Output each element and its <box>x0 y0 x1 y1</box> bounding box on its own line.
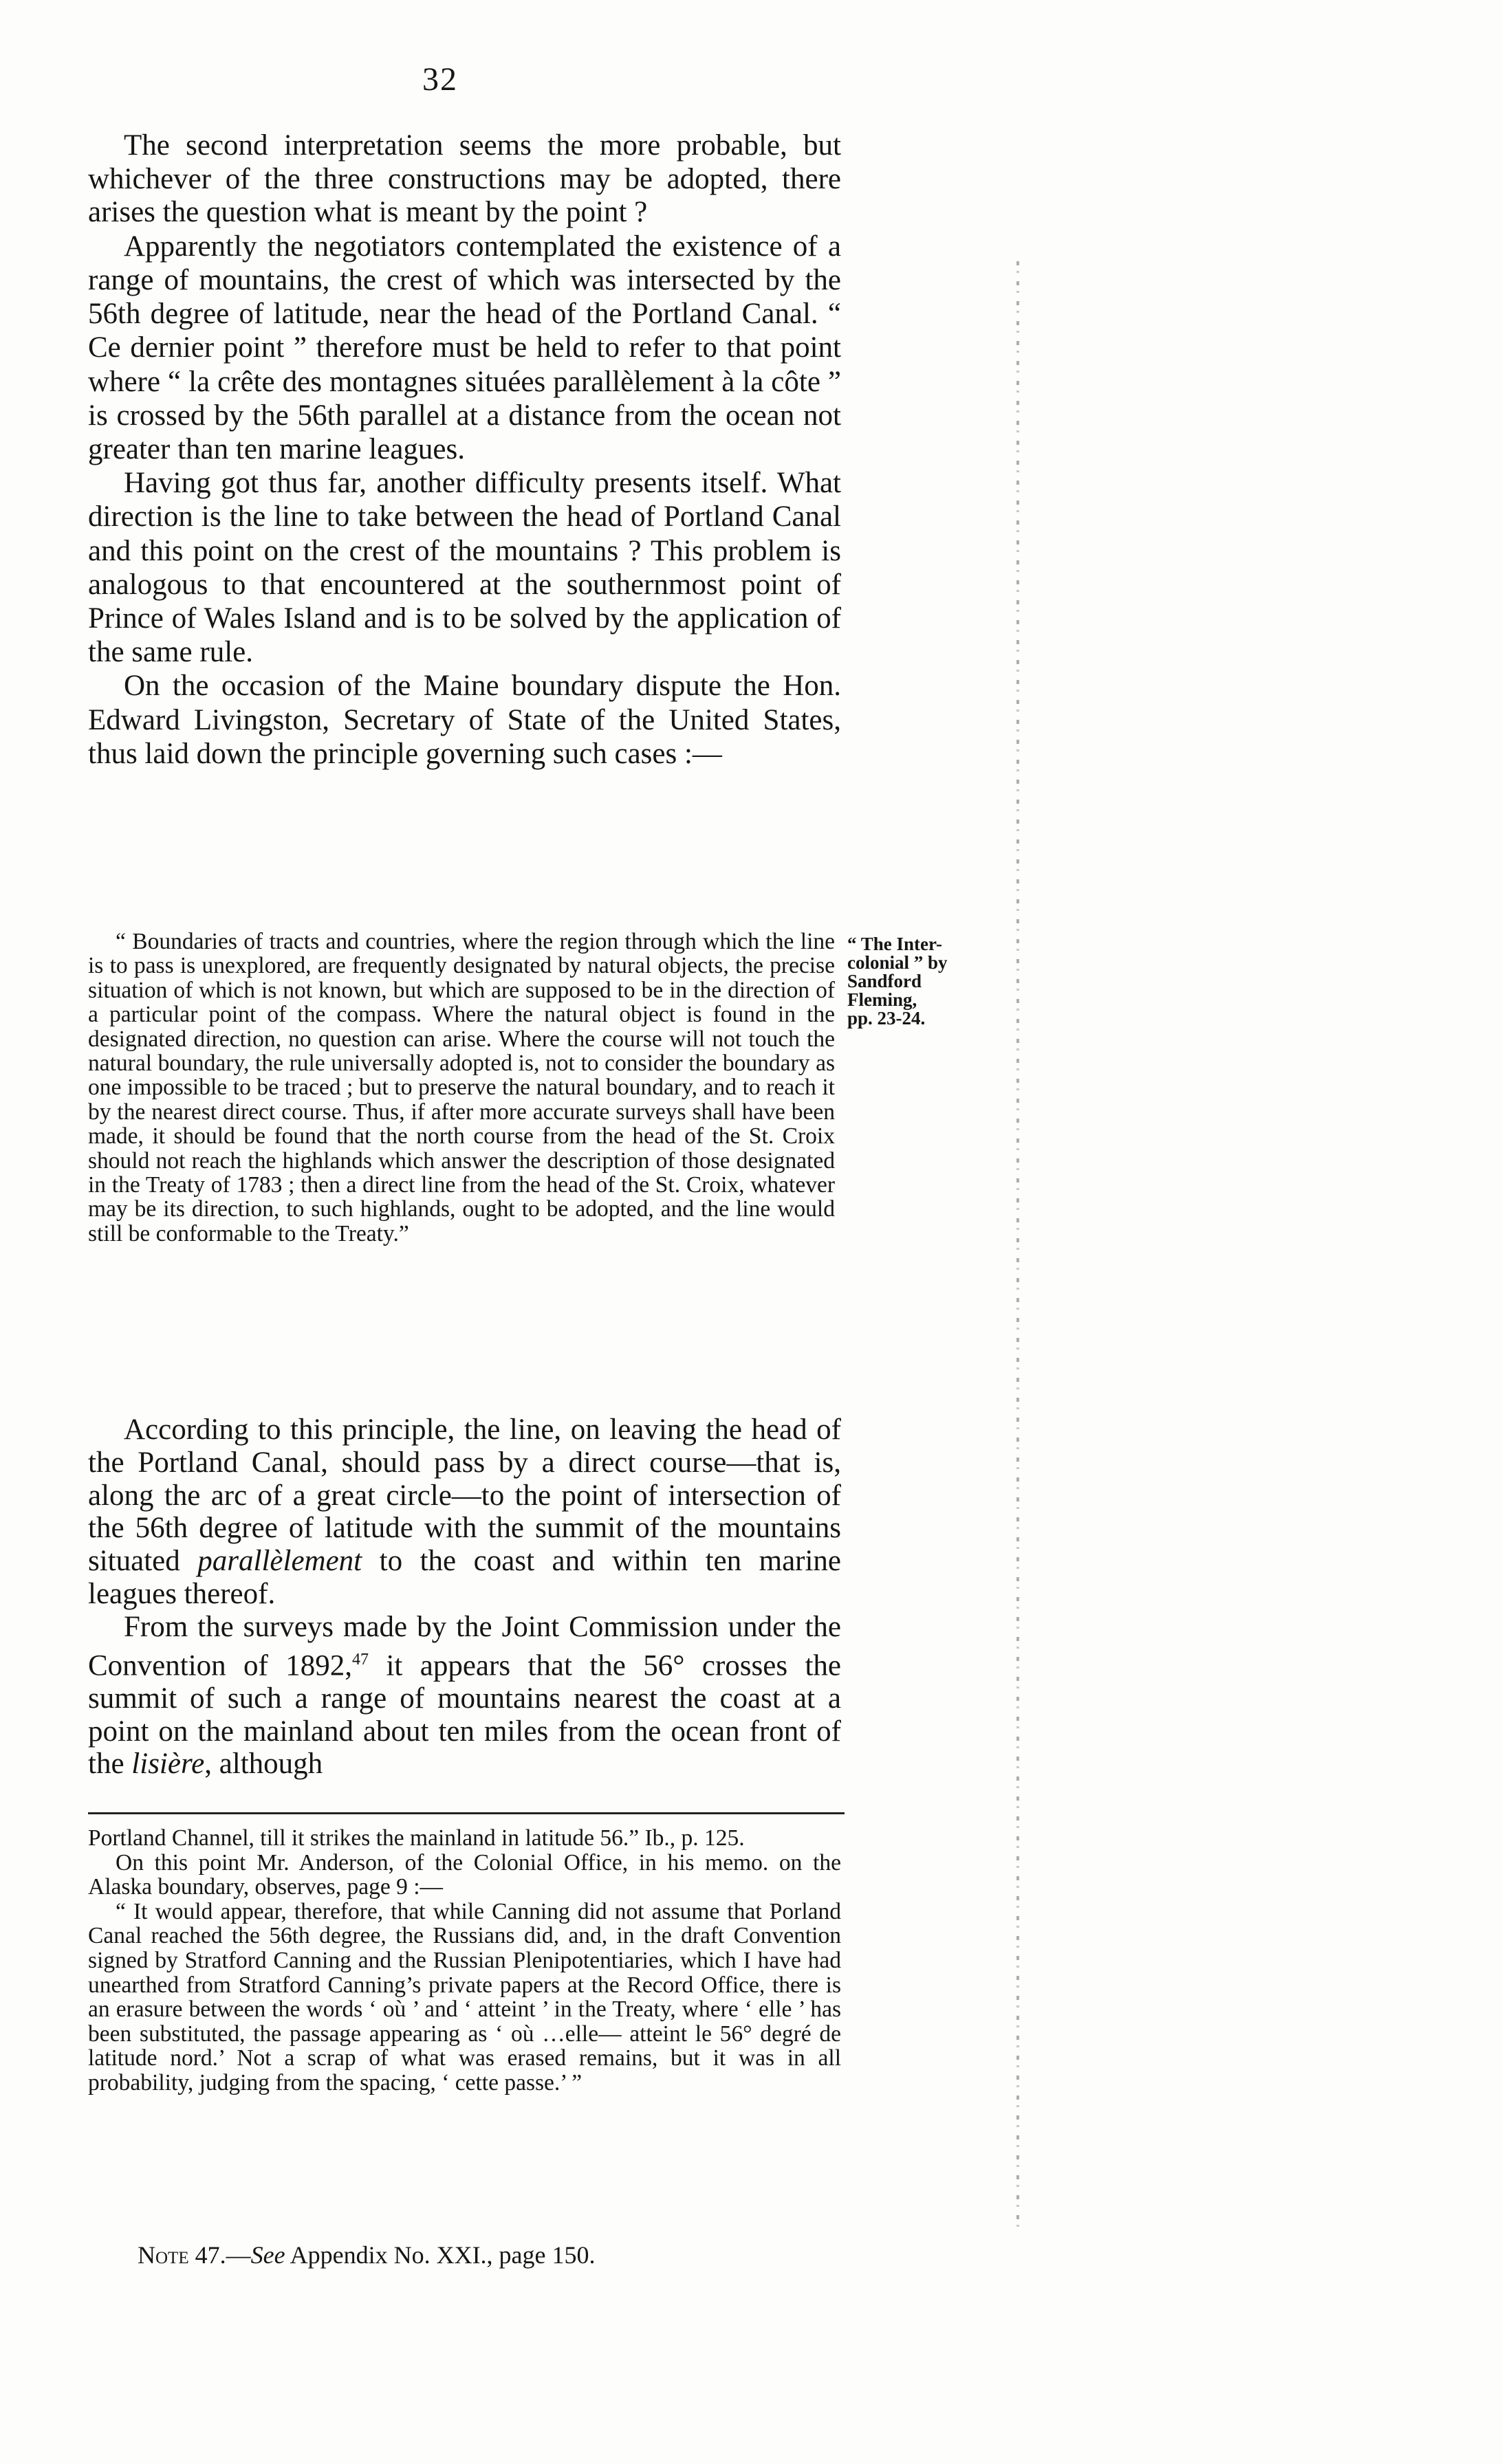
footnote-continuation: Portland Channel, till it strikes the mainland in latitude 56.” Ib., p. 125. <box>88 1825 745 1851</box>
footnote-ref-47: 47 <box>352 1650 369 1669</box>
margin-note-line: Fleming, <box>847 989 917 1010</box>
note-47-label: Note 47.— <box>138 2241 251 2269</box>
margin-note-line: Sandford <box>847 971 922 991</box>
margin-note-line: “ The Inter- <box>847 934 942 954</box>
main-text <box>88 129 841 771</box>
margin-note <box>847 935 985 1028</box>
paragraph-6 <box>88 1611 841 1781</box>
footnote-anderson: On this point Mr. Anderson, of the Colonial Office, in his memo. on the Alaska boundary, observes, page 9 :— <box>88 1849 841 1900</box>
block-quote-text: “ Boundaries of tracts and countries, where the region through which the line is to pass is unexplored, are frequently designated by natural objects, the precise situation of which is not known, but which are supposed to be in the direction of a particular point of the compass. Where the natural object is found in the designated direction, no question can arise. Where the course will not touch the natural boundary, the rule universally adopted is, not to consider the boundary as one impossible to be traced ; but to preserve the natural boundary, and to reach it by the nearest direct course. Thus, if after more accurate surveys shall have been made, it should be found that the north course from the head of the St. Croix should not reach the highlands which answer the description of those designated in the Treaty of 1783 ; then a direct line from the head of the St. Croix, whatever may be its direction, to such highlands, ought to be adopted, and the line would still be conformable to the Treaty.” <box>88 929 835 1246</box>
margin-note-line: pp. 23-24. <box>847 1008 926 1028</box>
paragraph-5 <box>88 1414 841 1611</box>
main-text-continued <box>88 1414 841 1781</box>
paragraph-6-emphasis: lisière <box>131 1748 205 1781</box>
binding-gutter-line <box>1016 261 1019 2228</box>
block-quote <box>88 930 835 1246</box>
paragraph-1-text: The second interpretation seems the more probable, but whichever of the three constructions may be adopted, there arises the question what is meant by the point ? <box>88 129 841 229</box>
paragraph-3: Having got thus far, another difficulty presents itself. What direction is the line to take between the head of Portland Canal and this point on the crest of the mountains ? This problem is analogous to that encountered at the southernmost point of Prince of Wales Island and is to be solved by the application of the same rule. <box>88 467 841 669</box>
paragraph-4: On the occasion of the Maine boundary dispute the Hon. Edward Livingston, Secretary of State of the United States, thus laid down the principle governing such cases :— <box>88 670 841 770</box>
footnotes <box>88 1826 841 2096</box>
margin-note-line: colonial ” by <box>847 952 948 973</box>
note-47-see: See <box>250 2241 285 2269</box>
paragraph-5-text: According to this principle, the line, on leaving the head of the Portland Canal, should pass by a direct course—that is, along the arc of a great circle—to the point of intersection of the 56th degree of latitude with the summit of the mountains situated <box>88 1414 841 1578</box>
note-47 <box>138 2241 757 2269</box>
paragraph-2: Apparently the negotiators contemplated the existence of a range of mountains, the crest of which was intersected by the 56th degree of latitude, near the head of the Portland Canal. “ Ce dernier point ” therefore must be held to refer to that point where “ la crête des montagnes situées parallèlement à la côte ” is crossed by the 56th parallel at a distance from the ocean not greater than ten marine leagues. <box>88 230 841 465</box>
paragraph-6-text-end: , although <box>204 1748 323 1781</box>
footnote-quote: “ It would appear, therefore, that while Canning did not assume that Porland Canal reached the 56th degree, the Russians did, and, in the draft Convention signed by Stratford Canning and the Russian Plenipotentiaries, which I have had unearthed from Stratford Canning’s private papers at the Record Office, there is an erasure between the words ‘ où ’ and ‘ atteint ’ in the Treaty, where ‘ elle ’ has been substituted, the passage appearing as ‘ où …elle— atteint le 56° degré de latitude nord.’ Not a scrap of what was erased remains, but it was in all probability, judging from the spacing, ‘ cette passe.’ ” <box>88 1898 841 2096</box>
page-number: 32 <box>422 61 458 98</box>
note-47-text: Appendix No. XXI., page 150. <box>285 2241 596 2269</box>
footnote-divider <box>88 1812 845 1814</box>
paragraph-1 <box>88 129 841 230</box>
paragraph-6-text-mid: it appears that the 56° crosses the summit of such a range of mountains nearest the coast at a point on the mainland about ten miles from the ocean front of the <box>88 1649 842 1781</box>
paragraph-5-text-end: to the coast and within ten marine leagues thereof. <box>88 1545 842 1610</box>
paragraph-6-text: From the surveys made by the Joint Commission under the Convention of 1892, <box>88 1610 841 1682</box>
paragraph-5-emphasis: parallèlement <box>197 1545 362 1578</box>
